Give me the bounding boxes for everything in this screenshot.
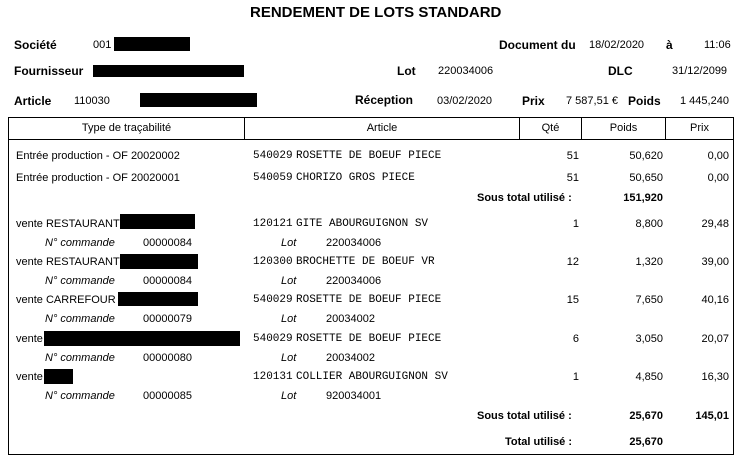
row-type: Entrée production - OF 20020001 xyxy=(16,172,180,184)
redaction-block xyxy=(118,292,198,306)
lot-sub-label: Lot xyxy=(281,237,297,249)
row-poids: 3,050 xyxy=(635,333,663,345)
total-label: Total utilisé : xyxy=(505,436,573,448)
subtotal-prix: 145,01 xyxy=(695,410,729,422)
row-article-code: 540029 xyxy=(253,333,293,345)
lot-sub-label: Lot xyxy=(281,313,297,325)
row-article-desc: ROSETTE DE BOEUF PIECE xyxy=(296,333,442,345)
row-article-desc: COLLIER ABOURGUIGNON SV xyxy=(296,371,448,383)
lot-label: Lot xyxy=(397,64,416,78)
column-header-article: Article xyxy=(366,122,398,134)
lot-sub-value: 220034006 xyxy=(326,275,382,287)
row-poids: 50,650 xyxy=(629,172,663,184)
row-type: vente RESTAURANT xyxy=(16,256,120,268)
article-value: 110030 xyxy=(74,95,110,107)
row-prix: 20,07 xyxy=(701,333,729,345)
reception-value: 03/02/2020 xyxy=(437,95,493,107)
row-article-code: 120300 xyxy=(253,256,293,268)
lot-sub-value: 220034006 xyxy=(326,237,382,249)
row-article-desc: ROSETTE DE BOEUF PIECE xyxy=(296,150,442,162)
poids-value: 1 445,240 xyxy=(680,95,729,107)
row-qte: 51 xyxy=(566,172,579,184)
row-type: vente RESTAURANT xyxy=(16,218,120,230)
row-article-desc: BROCHETTE DE BOEUF VR xyxy=(296,256,435,268)
row-type: Entrée production - OF 20020002 xyxy=(16,150,180,162)
row-qte: 6 xyxy=(572,333,579,345)
reception-label: Réception xyxy=(355,93,414,107)
row-poids: 8,800 xyxy=(635,218,663,230)
commande-value: 00000080 xyxy=(143,352,192,364)
total-poids: 25,670 xyxy=(629,436,663,448)
lot-sub-value: 920034001 xyxy=(326,390,382,402)
row-qte: 51 xyxy=(566,150,579,162)
redaction-block xyxy=(120,254,198,269)
row-article-code: 120131 xyxy=(253,371,293,383)
row-article-desc: CHORIZO GROS PIECE xyxy=(296,172,415,184)
row-poids: 50,620 xyxy=(629,150,663,162)
header-divider xyxy=(8,139,734,140)
document-du-label: Document du xyxy=(499,38,576,52)
lot-sub-label: Lot xyxy=(281,352,297,364)
column-header-qte: Qté xyxy=(541,122,560,134)
row-prix: 40,16 xyxy=(701,294,729,306)
commande-value: 00000085 xyxy=(143,390,192,402)
societe-value: 001 xyxy=(93,39,112,51)
lot-sub-value: 20034002 xyxy=(326,352,375,364)
societe-label: Société xyxy=(14,38,57,52)
article-label: Article xyxy=(14,94,52,108)
redaction-block xyxy=(44,331,240,346)
row-article-code: 540059 xyxy=(253,172,293,184)
subtotal-poids: 151,920 xyxy=(623,192,663,204)
dlc-value: 31/12/2099 xyxy=(672,65,728,77)
row-qte: 15 xyxy=(566,294,579,306)
commande-value: 00000084 xyxy=(143,237,192,249)
column-header-poids: Poids xyxy=(609,122,638,134)
subtotal-poids: 25,670 xyxy=(629,410,663,422)
lot-sub-label: Lot xyxy=(281,275,297,287)
lot-sub-label: Lot xyxy=(281,390,297,402)
column-header-type: Type de traçabilité xyxy=(81,122,172,134)
row-prix: 39,00 xyxy=(701,256,729,268)
row-qte: 1 xyxy=(572,371,579,383)
row-article-code: 540029 xyxy=(253,294,293,306)
row-type: vente xyxy=(16,333,43,345)
lot-value: 220034006 xyxy=(438,65,494,77)
redaction-block xyxy=(44,369,73,384)
row-prix: 16,30 xyxy=(701,371,729,383)
column-header-prix: Prix xyxy=(690,122,709,134)
row-prix: 0,00 xyxy=(707,172,729,184)
redaction-block xyxy=(120,214,195,229)
row-prix: 0,00 xyxy=(707,150,729,162)
redaction-block xyxy=(93,65,244,77)
prix-label: Prix xyxy=(522,94,545,108)
prix-value: 7 587,51 € xyxy=(566,95,618,107)
row-prix: 29,48 xyxy=(701,218,729,230)
document-du-value: 18/02/2020 xyxy=(589,39,645,51)
row-type: vente xyxy=(16,371,43,383)
commande-label: N° commande xyxy=(45,352,115,364)
redaction-block xyxy=(114,37,190,51)
dlc-label: DLC xyxy=(608,64,633,78)
commande-label: N° commande xyxy=(45,313,115,325)
row-poids: 4,850 xyxy=(635,371,663,383)
subtotal-label: Sous total utilisé : xyxy=(477,192,572,204)
row-type: vente CARREFOUR xyxy=(16,294,116,306)
poids-label: Poids xyxy=(628,94,661,108)
row-poids: 7,650 xyxy=(635,294,663,306)
row-article-code: 540029 xyxy=(253,150,293,162)
row-qte: 1 xyxy=(572,218,579,230)
commande-value: 00000084 xyxy=(143,275,192,287)
commande-value: 00000079 xyxy=(143,313,192,325)
row-article-desc: GITE ABOURGUIGNON SV xyxy=(296,218,429,230)
lot-sub-value: 20034002 xyxy=(326,313,375,325)
redaction-block xyxy=(140,93,257,107)
row-poids: 1,320 xyxy=(635,256,663,268)
commande-label: N° commande xyxy=(45,237,115,249)
commande-label: N° commande xyxy=(45,275,115,287)
row-article-desc: ROSETTE DE BOEUF PIECE xyxy=(296,294,442,306)
a-value: 11:06 xyxy=(704,39,731,51)
commande-label: N° commande xyxy=(45,390,115,402)
a-label: à xyxy=(666,38,673,52)
subtotal-label: Sous total utilisé : xyxy=(477,410,572,422)
row-article-code: 120121 xyxy=(253,218,293,230)
fournisseur-label: Fournisseur xyxy=(14,64,84,78)
report-title: RENDEMENT DE LOTS STANDARD xyxy=(250,4,502,21)
row-qte: 12 xyxy=(566,256,579,268)
